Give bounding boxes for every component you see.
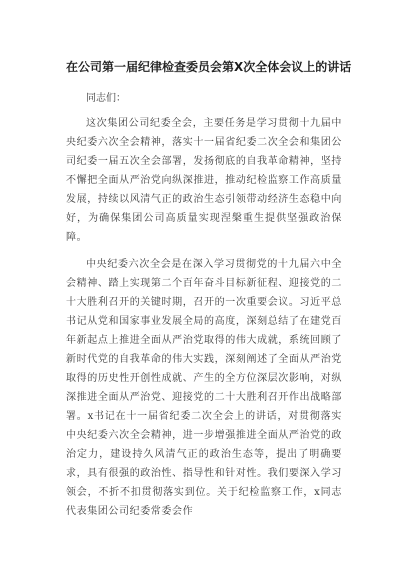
body-paragraph-1: 这次集团公司纪委全会，主要任务是学习贯彻十九届中央纪委六次全会精神，落实十一届省纪委二次全会和集团公司纪委一届五次全会部署，发扬彻底的自我革命精神，坚持不懈把全面从严治党向纵深推进，推动纪检监察工作高质量发展，持续以风清气正的政治生态引领带动经济生态稳中向好，为确保集团公司高质量实现涅槃重生提供坚强政治保障。	[66, 118, 342, 243]
salutation: 同志们：	[86, 93, 126, 104]
document-title: 在公司第一届纪律检查委员会第X次全体会议上的讲话	[66, 60, 352, 74]
body-paragraph-2: 中央纪委六次全会是在深入学习贯彻党的十九届六中全会精神、踏上实现第二个百年奋斗目标新征程、迎接党的二十大胜利召开的关键时期，召开的一次重要会议。习近平总书记从党和国家事业发展全局的高度，深刻总结了在建党百年新起点上推进全面从严治党取得的伟大成就，系统回顾了新时代党的自我革命的伟大实践，深刻阐述了全面从严治党取得的历史性开创性成就、产生的全方位深层次影响，对纵深推进全面从严治党、迎接党的二十大胜利召开作出战略部署。x书记在十一届省纪委二次全会上的讲话，对贯彻落实中央纪委六次全会精神，进一步增强推进全面从严治党的政治定力，建设持久风清气正的政治生态等，提出了明确要求，具有很强的政治性、指导性和针对性。我们要深入学习领会，不折不扣贯彻落实到位。关于纪检监察工作，x同志代表集团公司纪委常委会作	[66, 259, 342, 517]
